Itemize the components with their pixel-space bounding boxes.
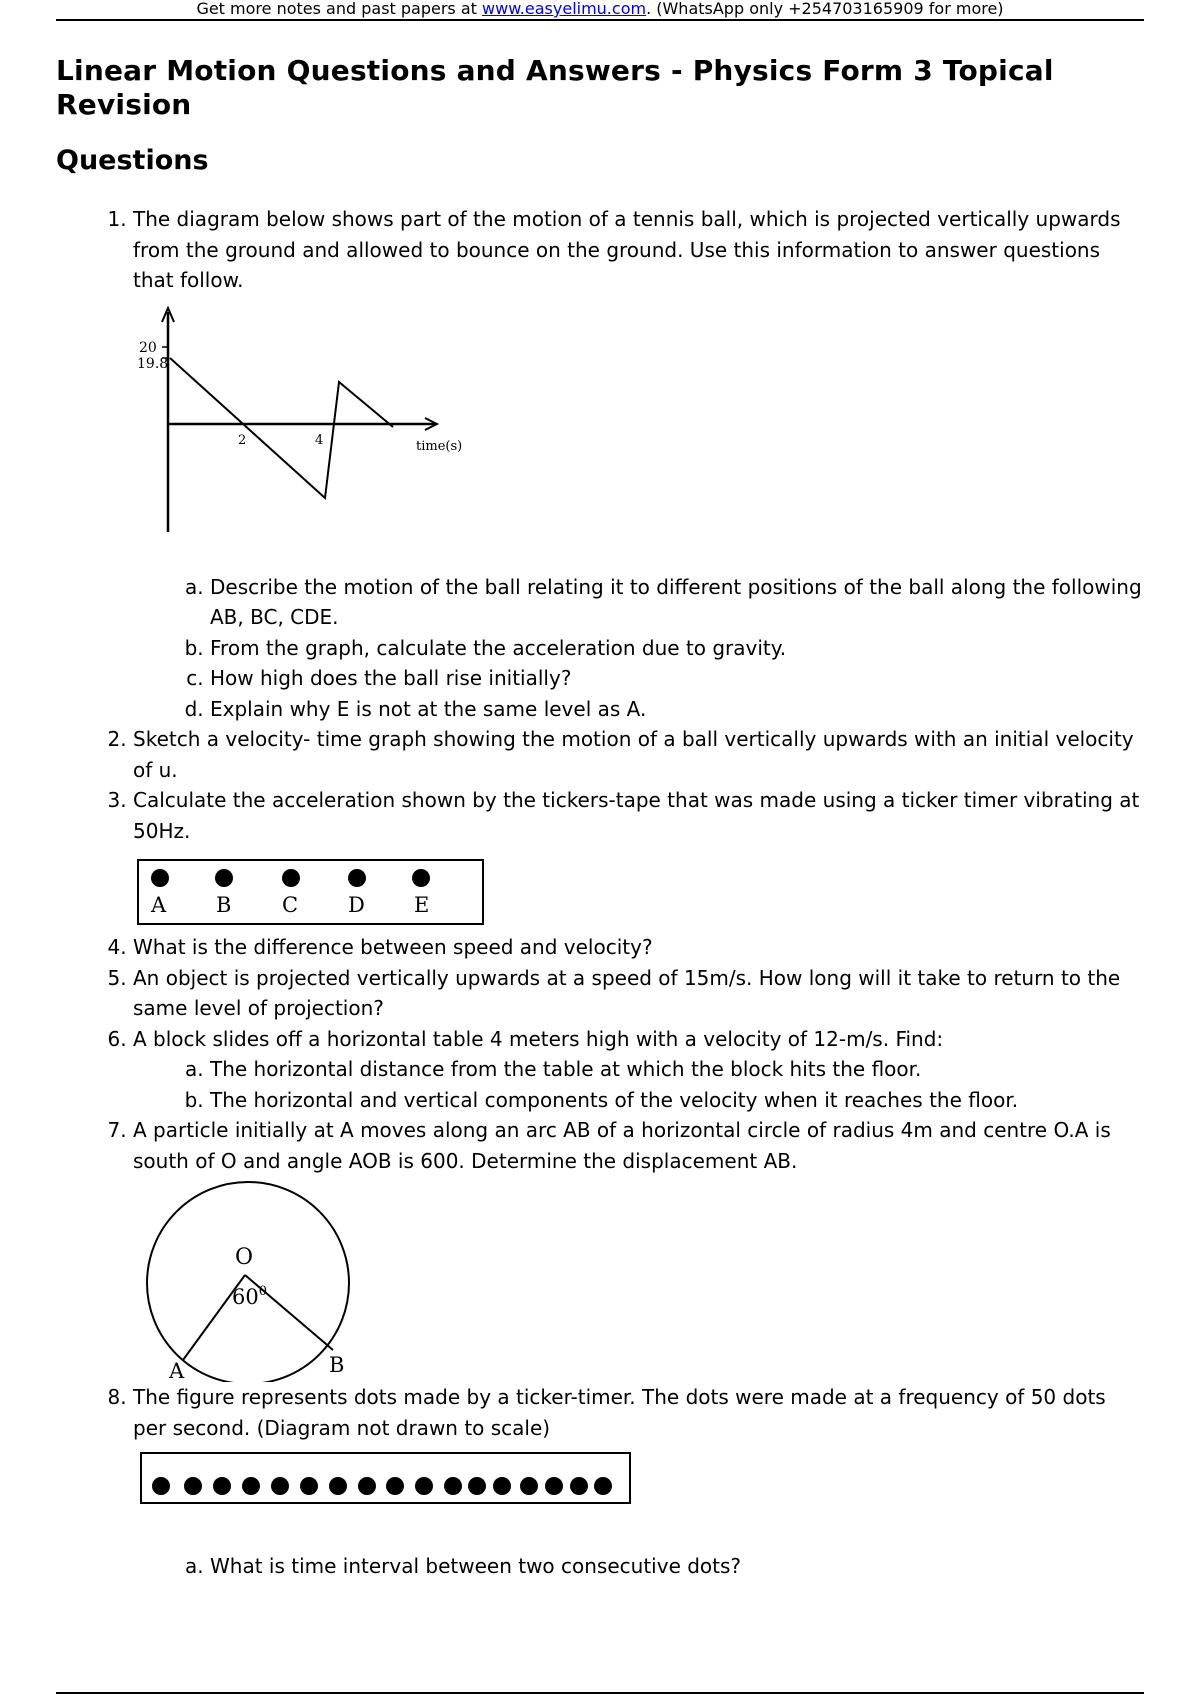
angle-label <box>232 1284 267 1309</box>
question-8 <box>133 1382 1144 1582</box>
tape-label-d: D <box>348 893 365 917</box>
y-tick-19-8: 19.8 <box>137 355 169 372</box>
tape-label-a: A <box>151 893 167 917</box>
ticker-dot <box>493 1477 511 1495</box>
angle-superscript: 0 <box>258 1284 268 1299</box>
ticker-dot <box>415 1477 433 1495</box>
ticker-dot <box>468 1477 486 1495</box>
question-5: 5. An object is projected vertically upwards at a speed of 15m/s. How long will it take to return to the same level of projection? <box>133 963 1144 1024</box>
question-7-text: A particle initially at A moves along an arc AB of a horizontal circle of radius 4m and centre O.A is south of O and angle AOB is 600. Determine the displacement AB. <box>133 1118 1111 1173</box>
ticker-dot <box>329 1477 347 1495</box>
tape-label-c: C <box>282 893 299 917</box>
ticker-dot <box>242 1477 260 1495</box>
question-1-text: The diagram below shows part of the motion of a tennis ball, which is projected vertically upwards from the ground and allowed to bounce on the ground. Use this information to answer questions that follow. <box>133 207 1121 292</box>
question-3-text: Calculate the acceleration shown by the tickers-tape that was made using a ticker timer vibrating at 50Hz. <box>133 788 1140 843</box>
ticker-dot <box>300 1477 318 1495</box>
question-8-text: The figure represents dots made by a ticker-timer. The dots were made at a frequency of 50 dots per second. (Diagram not drawn to scale) <box>133 1385 1106 1440</box>
ticker-dot-row <box>152 1477 612 1495</box>
point-label-b: B <box>329 1353 345 1377</box>
ticker-dot <box>184 1477 202 1495</box>
x-tick-4: 4 <box>315 432 324 448</box>
question-1 <box>133 204 1144 724</box>
question-1-parts <box>133 572 1144 725</box>
ticker-dot <box>545 1477 563 1495</box>
header-suffix: . (WhatsApp only +254703165909 for more) <box>646 0 1004 18</box>
question-8-parts <box>133 1551 1144 1582</box>
ticker-dot <box>594 1477 612 1495</box>
tape-dot-a <box>151 869 169 887</box>
centre-label-o: O <box>235 1245 254 1270</box>
velocity-time-graph <box>133 302 473 542</box>
ticker-dot <box>271 1477 289 1495</box>
ticker-dot <box>358 1477 376 1495</box>
page-title: Linear Motion Questions and Answers - Physics Form 3 Topical Revision <box>56 54 1054 121</box>
questions-list <box>56 204 1144 1582</box>
question-2: 2. Sketch a velocity- time graph showing the motion of a ball vertically upwards with an initial velocity of u. <box>133 724 1144 785</box>
section-heading: Questions <box>56 145 209 176</box>
ticker-dot <box>520 1477 538 1495</box>
question-1d: d. Explain why E is not at the same level as A. <box>210 694 1144 725</box>
question-6-text: A block slides off a horizontal table 4 meters high with a velocity of 12-m/s. Find: <box>133 1026 944 1051</box>
question-4: 4. What is the difference between speed and velocity? <box>133 932 1144 963</box>
tape-dot-d <box>348 869 366 887</box>
header-prefix: Get more notes and past papers at <box>196 0 483 18</box>
x-axis-label: time(s) <box>416 438 463 454</box>
circle-arc-diagram <box>133 1176 373 1382</box>
tape-label-e: E <box>414 893 430 917</box>
y-tick-20: 20 <box>139 339 157 356</box>
point-label-a: A <box>169 1359 185 1382</box>
ticker-tape-diagram <box>133 850 493 926</box>
question-1b: b. From the graph, calculate the acceleration due to gravity. <box>210 633 1144 664</box>
ticker-dot <box>444 1477 462 1495</box>
question-3 <box>133 785 1144 926</box>
question-6 <box>133 1024 1144 1116</box>
question-6-parts <box>133 1054 1144 1115</box>
tape-dot-e <box>412 869 430 887</box>
footer-rule <box>56 1692 1144 1694</box>
ticker-dot <box>213 1477 231 1495</box>
question-6a: a. The horizontal distance from the table at which the block hits the floor. <box>210 1054 1144 1085</box>
question-8a: a. What is time interval between two consecutive dots? <box>210 1551 1144 1582</box>
question-6b: b. The horizontal and vertical components of the velocity when it reaches the floor. <box>210 1085 1144 1116</box>
ticker-dot <box>386 1477 404 1495</box>
question-1a: a. Describe the motion of the ball relating it to different positions of the ball along the following AB, BC, CDE. <box>210 572 1144 633</box>
document-body <box>56 54 1144 1582</box>
question-1c: c. How high does the ball rise initially? <box>210 663 1144 694</box>
ticker-dot <box>152 1477 170 1495</box>
question-7 <box>133 1115 1144 1382</box>
angle-value: 60 <box>232 1285 259 1309</box>
tape-dot-c <box>282 869 300 887</box>
website-link[interactable]: www.easyelimu.com <box>482 0 647 18</box>
x-tick-2: 2 <box>238 432 247 448</box>
page-header <box>56 0 1144 21</box>
ticker-dot <box>570 1477 588 1495</box>
tape-label-b: B <box>216 893 232 917</box>
tape-dot-b <box>215 869 233 887</box>
ticker-dots-diagram <box>133 1449 633 1509</box>
